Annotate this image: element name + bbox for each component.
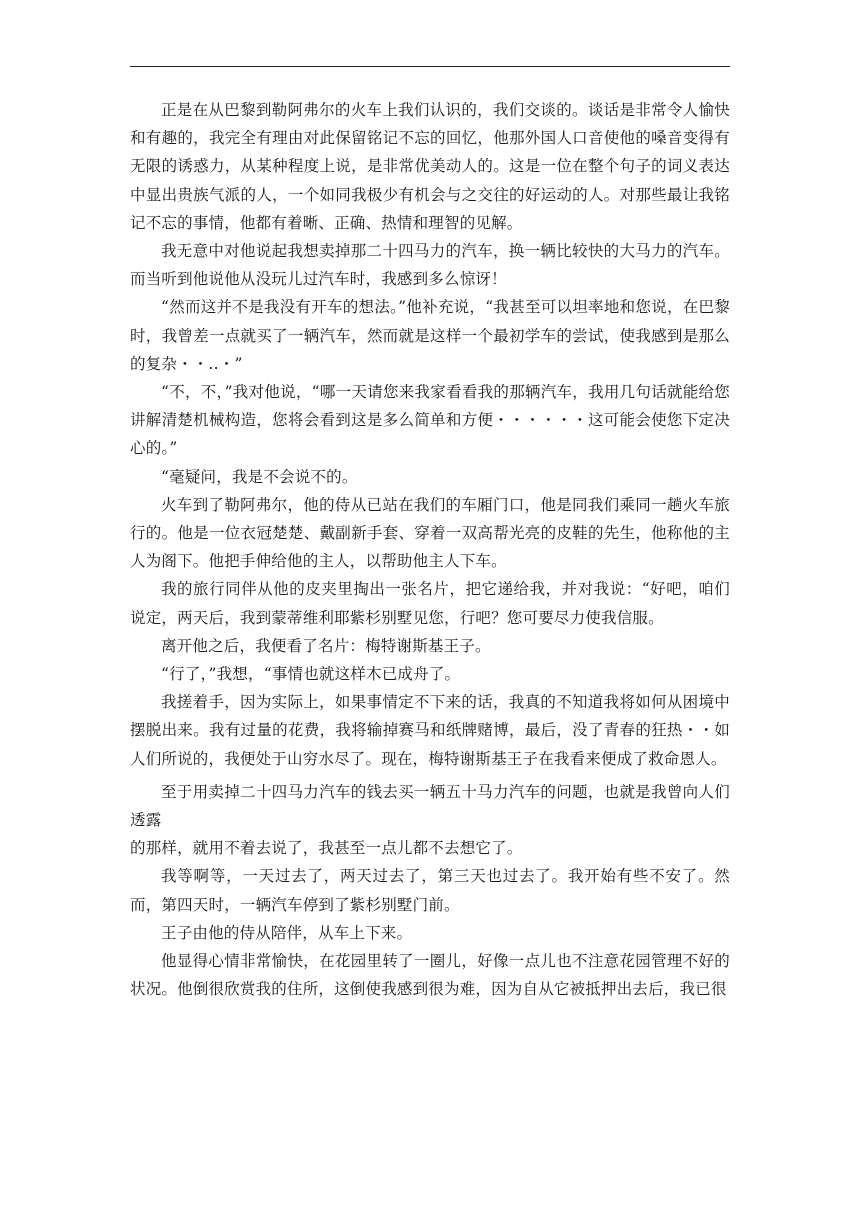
paragraph: 我等啊等，一天过去了，两天过去了，第三天也过去了。我开始有些不安了。然而，第四天时，一辆汽车停到了紫杉别墅门前。 — [130, 867, 730, 914]
paragraph: “毫疑问，我是不会说不的。 — [161, 467, 358, 486]
paragraph: 离开他之后，我便看了名片：梅特谢斯基王子。 — [161, 636, 491, 655]
paragraph: 正是在从巴黎到勒阿弗尔的火车上我们认识的，我们交谈的。谈话是非常令人愉快和有趣的，我完全有理由对此保留铭记不忘的回忆，他那外国人口音使他的嗓音变得有无限的诱惑力，从某种程度上说，是非常优美动人的。这是一位在整个句子的词义表达中显出贵族气派的人，一个如同我极少有机会与之交往的好运动的人。对那些最让我铭记不忘的事情，他都有着晰、正确、热情和理智的见解。 — [130, 101, 730, 232]
header-rule — [130, 66, 730, 67]
paragraph: 我无意中对他说起我想卖掉那二十四马力的汽车，换一辆比较快的大马力的汽车。而当听到他说他从没玩儿过汽车时，我感到多么惊讶！ — [130, 242, 730, 289]
paragraph: 王子由他的侍从陪伴，从车上下来。 — [161, 923, 413, 942]
document-body — [130, 96, 730, 1004]
paragraph: “然而这并不是我没有开车的想法。”他补充说，“我甚至可以坦率地和您说，在巴黎时，我曾差一点就买了一辆汽车，然而就是这样一个最初学车的尝试，使我感到是那么的复杂・・..・” — [130, 298, 730, 373]
paragraph: 的那样，就用不着去说了，我甚至一点儿都不去想它了。 — [130, 839, 523, 858]
paragraph: 我搓着手，因为实际上，如果事情定不下来的话，我真的不知道我将如何从困境中摆脱出来。我有过量的花费，我将输掉赛马和纸牌赌博，最后，没了青春的狂热・・如人们所说的，我便处于山穷水尽了。现在，梅特谢斯基王子在我看来便成了救命恩人。 — [130, 693, 730, 768]
paragraph: 我的旅行同伴从他的皮夹里掏出一张名片，把它递给我，并对我说：“好吧，咱们说定，两天后，我到蒙蒂维利耶紫杉别墅见您，行吧？您可要尽力使我信服。 — [130, 580, 730, 627]
paragraph: “不，不，”我对他说，“哪一天请您来我家看看我的那辆汽车，我用几句话就能给您讲解清楚机械构造，您将会看到这是多么简单和方便・・・・・・这可能会使您下定决心的。” — [130, 383, 730, 458]
paragraph: 他显得心情非常愉快，在花园里转了一圈儿，好像一点儿也不注意花园管理不好的状况。他倒很欣赏我的住所，这倒使我感到很为难，因为自从它被抵押出去后，我已很 — [130, 952, 730, 999]
paragraph: 至于用卖掉二十四马力汽车的钱去买一辆五十马力汽车的问题，也就是我曾向人们透露 — [130, 782, 730, 830]
paragraph: “行了，”我想，“事情也就这样木已成舟了。 — [161, 665, 461, 684]
paragraph: 火车到了勒阿弗尔，他的侍从已站在我们的车厢门口，他是同我们乘同一趟火车旅行的。他是一位衣冠楚楚、戴副新手套、穿着一双高帮光亮的皮鞋的先生，他称他的主人为阁下。他把手伸给他的主人，以帮助他主人下车。 — [130, 495, 730, 571]
